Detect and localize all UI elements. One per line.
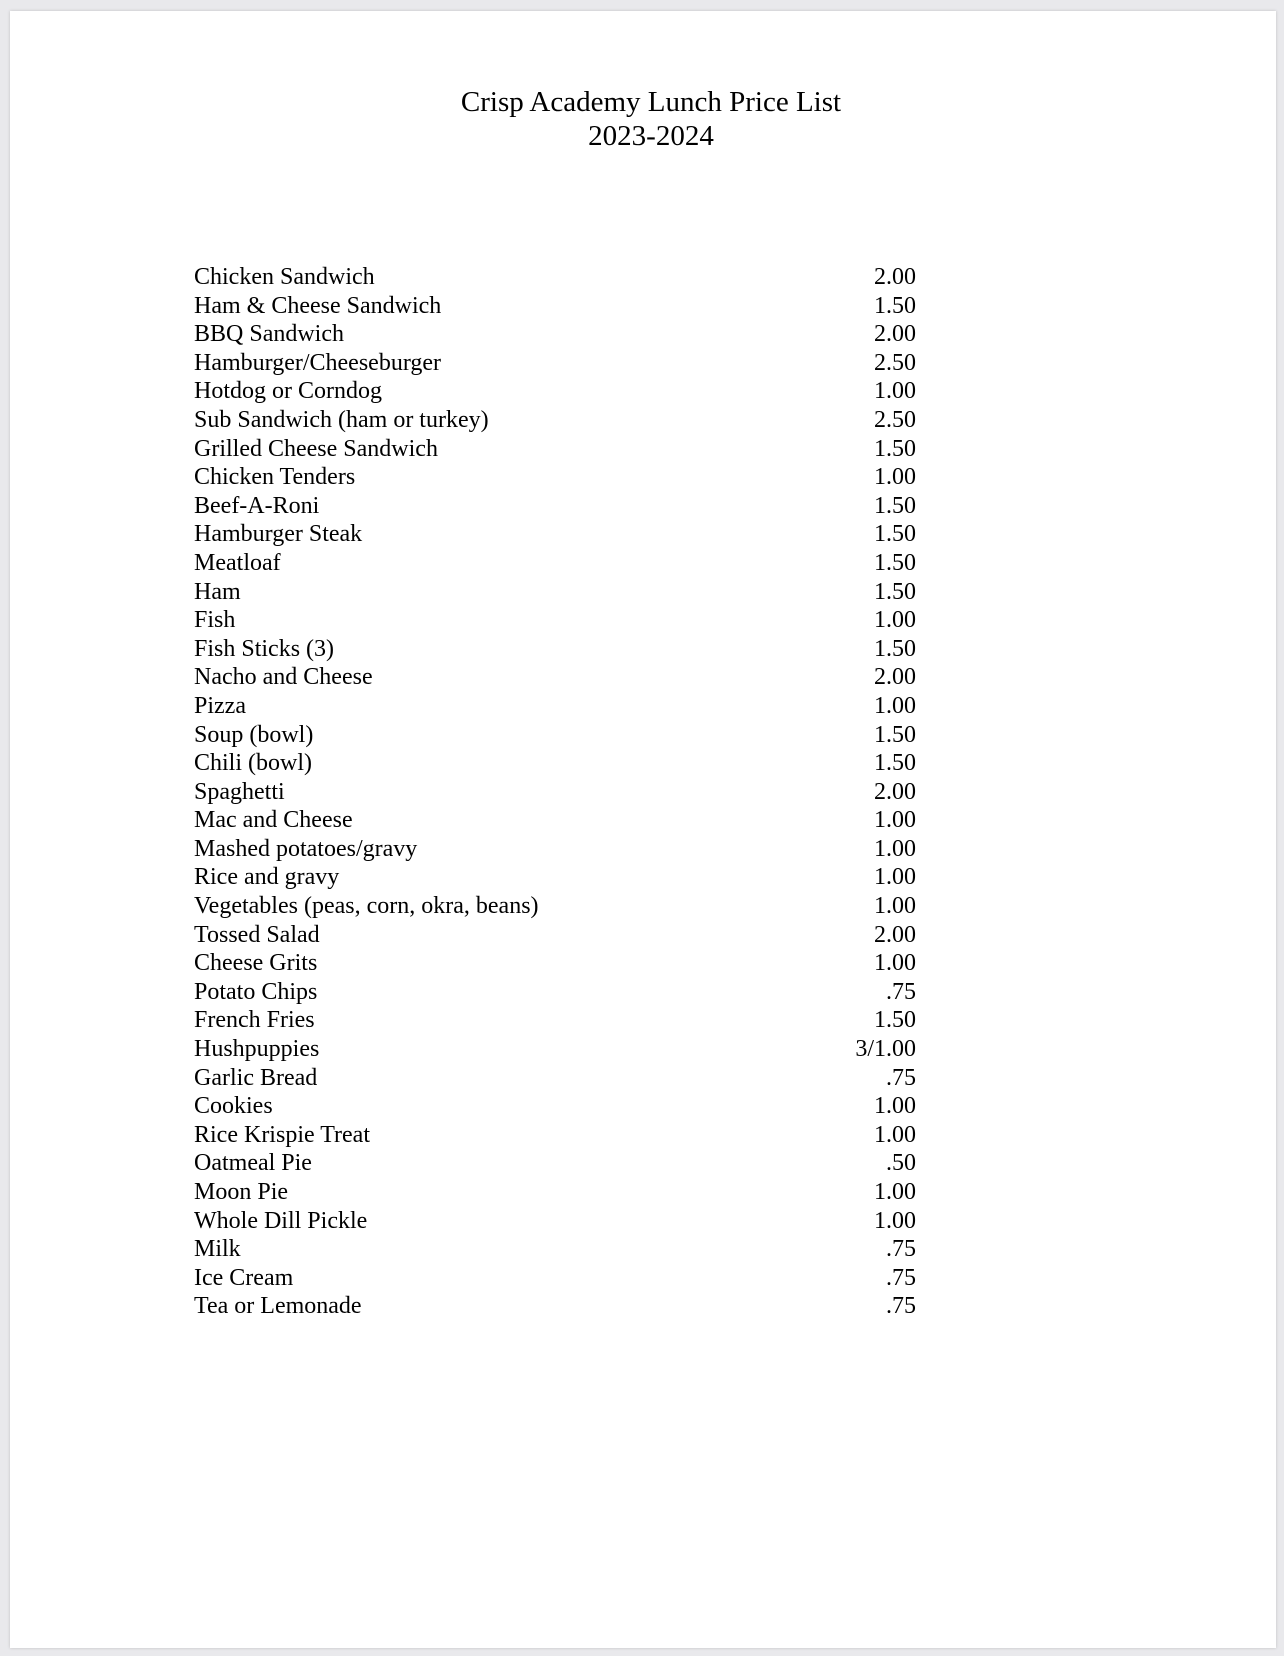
item-name: Ham & Cheese Sandwich <box>194 292 442 319</box>
price-list-item <box>194 721 916 750</box>
item-name: Cookies <box>194 1093 273 1120</box>
item-name: Tea or Lemonade <box>194 1293 362 1320</box>
price-list-item <box>194 578 916 607</box>
item-name: Beef-A-Roni <box>194 492 320 519</box>
item-name: Fish Sticks (3) <box>194 635 335 662</box>
item-price: 3/1.00 <box>855 1036 916 1063</box>
item-price: 1.00 <box>874 464 916 491</box>
item-name: Meatloaf <box>194 549 281 576</box>
page-title: Crisp Academy Lunch Price List <box>460 86 842 118</box>
item-name: Spaghetti <box>194 778 285 805</box>
item-name: Chili (bowl) <box>194 750 312 777</box>
item-name: Pizza <box>194 692 246 719</box>
item-price: 1.50 <box>874 549 916 576</box>
item-name: French Fries <box>194 1007 315 1034</box>
price-list-item <box>194 1092 916 1121</box>
item-price: 1.50 <box>874 1007 916 1034</box>
item-price: 1.00 <box>874 1207 916 1234</box>
item-price: 1.00 <box>874 1093 916 1120</box>
price-list-item <box>194 406 916 435</box>
item-price: 1.50 <box>874 521 916 548</box>
item-name: Nacho and Cheese <box>194 664 373 691</box>
item-name: Chicken Sandwich <box>194 264 375 290</box>
school-year: 2023-2024 <box>588 120 714 152</box>
price-list-item <box>194 778 916 807</box>
item-price: 1.00 <box>874 1179 916 1205</box>
item-name: Ham <box>194 578 241 605</box>
price-list-item <box>194 1149 916 1178</box>
item-name: Rice Krispie Treat <box>194 1121 370 1148</box>
item-name: Grilled Cheese Sandwich <box>194 435 438 462</box>
price-list-item <box>194 663 916 692</box>
price-list-item <box>194 892 916 921</box>
item-name: Ice Cream <box>194 1264 294 1291</box>
price-list-item <box>194 835 916 864</box>
item-name: Vegetables (peas, corn, okra, beans) <box>194 893 539 920</box>
price-list-item <box>194 549 916 578</box>
price-list-item <box>194 349 916 378</box>
item-name: Hushpuppies <box>194 1036 320 1063</box>
item-name: Hotdog or Corndog <box>194 378 382 405</box>
item-name: Hamburger Steak <box>194 521 363 548</box>
item-price: 1.50 <box>874 435 916 462</box>
price-list-item <box>194 320 916 349</box>
price-list-item <box>194 978 916 1007</box>
item-price: 1.00 <box>874 607 916 634</box>
item-price: 1.50 <box>874 578 916 605</box>
item-price: 2.00 <box>874 264 916 290</box>
price-list-item <box>194 692 916 721</box>
price-list-item <box>194 520 916 549</box>
price-list-item <box>194 1035 916 1064</box>
item-price: 1.00 <box>874 807 916 834</box>
price-list-item <box>194 1235 916 1264</box>
item-price: 1.50 <box>874 292 916 319</box>
item-price: 1.00 <box>874 692 916 719</box>
item-name: Cheese Grits <box>194 950 318 977</box>
price-list-item <box>194 949 916 978</box>
item-price: .75 <box>886 1236 916 1263</box>
price-list-item <box>194 606 916 635</box>
item-name: Whole Dill Pickle <box>194 1207 368 1234</box>
item-name: Mashed potatoes/gravy <box>194 835 418 862</box>
item-price: .75 <box>886 1293 916 1320</box>
item-price: 1.50 <box>874 492 916 519</box>
item-price: .75 <box>886 1264 916 1291</box>
item-name: Garlic Bread <box>194 1064 318 1091</box>
item-price: .75 <box>886 1064 916 1091</box>
title-block <box>10 85 1276 153</box>
price-list-item <box>194 635 916 664</box>
price-list-item <box>194 749 916 778</box>
item-price: 1.00 <box>874 835 916 862</box>
item-price: 1.00 <box>874 950 916 977</box>
item-name: Moon Pie <box>194 1179 289 1205</box>
item-name: Fish <box>194 607 236 634</box>
price-list <box>194 263 916 1321</box>
price-list-item <box>194 377 916 406</box>
price-list-item <box>194 1264 916 1293</box>
price-list-item <box>194 806 916 835</box>
item-price: 1.50 <box>874 635 916 662</box>
item-name: Mac and Cheese <box>194 807 353 834</box>
item-name: Rice and gravy <box>194 864 340 891</box>
item-price: 1.50 <box>874 721 916 748</box>
item-price: .50 <box>886 1150 916 1177</box>
item-price: 2.00 <box>874 664 916 691</box>
item-name: Milk <box>194 1236 241 1263</box>
price-list-item <box>194 435 916 464</box>
price-list-item <box>194 863 916 892</box>
item-name: Oatmeal Pie <box>194 1150 312 1177</box>
item-name: Tossed Salad <box>194 921 320 948</box>
item-price: 1.00 <box>874 1121 916 1148</box>
item-name: BBQ Sandwich <box>194 321 344 348</box>
item-price: 1.00 <box>874 864 916 891</box>
price-list-item <box>194 463 916 492</box>
price-list-item <box>194 1006 916 1035</box>
item-price: 1.50 <box>874 750 916 777</box>
item-price: 1.00 <box>874 893 916 920</box>
price-list-item <box>194 492 916 521</box>
price-list-item <box>194 1064 916 1093</box>
price-list-item <box>194 263 916 292</box>
item-name: Potato Chips <box>194 978 318 1005</box>
item-price: 2.00 <box>874 321 916 348</box>
price-list-item <box>194 292 916 321</box>
item-price: 1.00 <box>874 378 916 405</box>
price-list-item <box>194 1121 916 1150</box>
item-price: .75 <box>886 978 916 1005</box>
item-name: Sub Sandwich (ham or turkey) <box>194 406 489 433</box>
price-list-item <box>194 1292 916 1321</box>
price-list-item <box>194 921 916 950</box>
item-price: 2.00 <box>874 921 916 948</box>
price-list-item <box>194 1207 916 1236</box>
item-price: 2.50 <box>874 406 916 433</box>
item-price: 2.50 <box>874 349 916 376</box>
item-name: Soup (bowl) <box>194 721 314 748</box>
item-name: Hamburger/Cheeseburger <box>194 349 442 376</box>
item-name: Chicken Tenders <box>194 464 356 491</box>
document-page <box>10 11 1276 1648</box>
price-list-item <box>194 1178 916 1207</box>
item-price: 2.00 <box>874 778 916 805</box>
